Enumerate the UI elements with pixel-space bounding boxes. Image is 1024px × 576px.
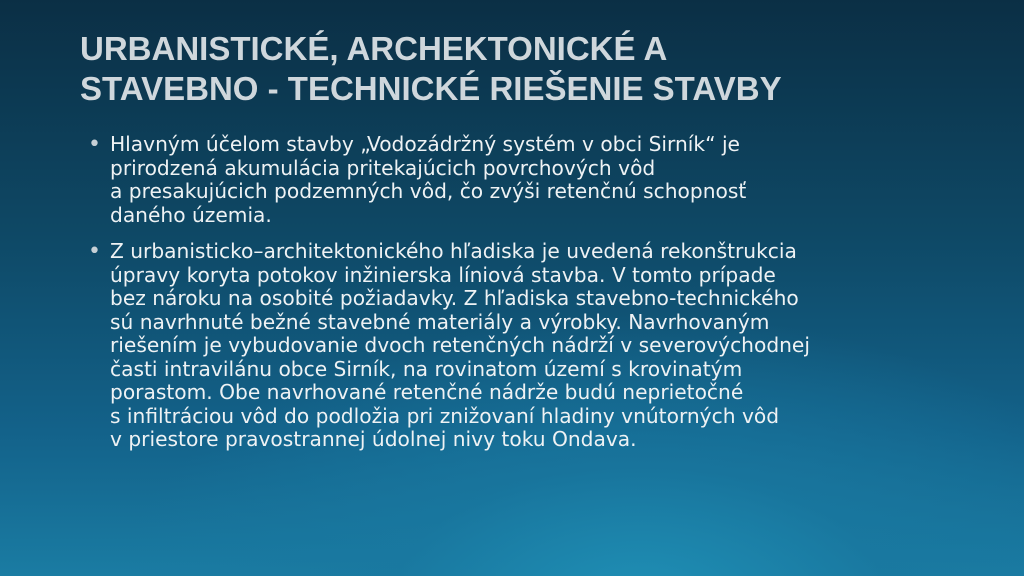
bullet-text-line: úpravy koryta potokov inžinierska líniová stavba. V tomto prípade (110, 262, 776, 287)
bullet-icon: • (88, 239, 101, 264)
bullet-text-line: prirodzená akumulácia pritekajúcich povrchových vôd (110, 155, 656, 180)
bullet-text-line: sú navrhnuté bežné stavebné materiály a výrobky. Navrhovaným (110, 309, 770, 334)
bullet-text-line: v priestore pravostrannej údolnej nivy toku Ondava. (110, 427, 637, 451)
slide-title-line: STAVEBNO - TECHNICKÉ RIEŠENIE STAVBY (80, 70, 782, 107)
bullet-text-line: daného územia. (110, 202, 272, 227)
bullet-text-line: porastom. Obe navrhované retenčné nádrže budú neprietočné (110, 380, 744, 404)
slide-title-line: URBANISTICKÉ, ARCHEKTONICKÉ A (80, 30, 668, 67)
bullet-text-line: Hlavným účelom stavby „Vodozádržný systém v obci Sirník“ je (110, 132, 740, 156)
bullet-list (88, 133, 968, 465)
bullet-item-urban-architectural (88, 240, 968, 452)
bullet-text-line: a presakujúcich podzemných vôd, čo zvýši retenčnú schopnosť (110, 179, 747, 203)
bullet-text-line: riešením je vybudovanie dvoch retenčných nádrží v severovýchodnej (110, 333, 810, 357)
bullet-item-purpose (88, 133, 968, 227)
slide-title (80, 29, 980, 109)
bullet-text-line: Z urbanisticko–architektonického hľadiska je uvedená rekonštrukcia (110, 239, 797, 263)
bullet-text-line: časti intravilánu obce Sirník, na rovinatom území s krovinatým (110, 356, 743, 381)
bullet-text-line: s infiltráciou vôd do podložia pri znižovaní hladiny vnútorných vôd (110, 403, 780, 428)
bullet-icon: • (88, 132, 101, 157)
bullet-text-line: bez nároku na osobité požiadavky. Z hľadiska stavebno-technického (110, 286, 799, 310)
